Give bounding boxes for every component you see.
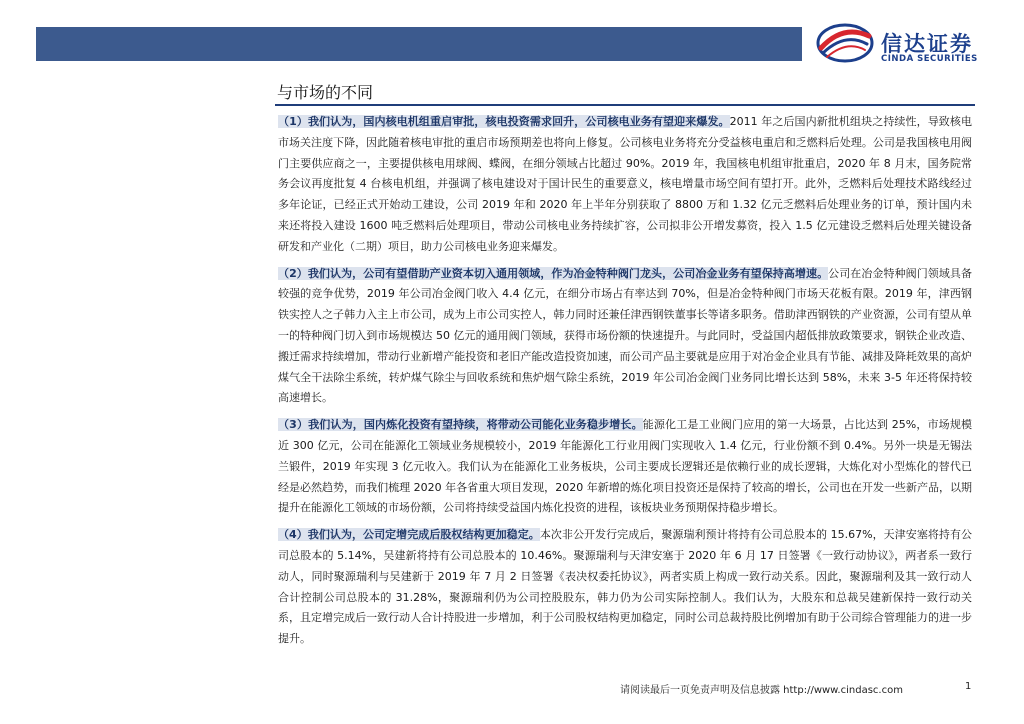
paragraph-body: 能源化工是工业阀门应用的第一大场景，占比达到 25%，市场规模近 300 亿元，公司在能源化工领域业务规模较小，2019 年能源化工行业用阀门实现收入 1.4 亿元，行业份额不到 0.4%。另外一块是无锡法兰锻件，2019 年实现 3 亿元收入。我们认为在能源化工业务板块，公司主要成长逻辑还是依赖行业的成长逻辑，大炼化对小型炼化的替代已经是必然趋势，而我们梳理 2020 年各省重大项目发现，2020 年新增的炼化项目投资还是保持了较高的增长，公司也在开发一些新产品，以期提升在能源化工领域的市场份额，公司将持续受益国内炼化投资的进程，该板块业务预期保持稳步增长。 <box>278 418 972 515</box>
logo-name-en: CINDA SECURITIES <box>881 54 978 64</box>
paragraph-lead: （2）我们认为，公司有望借助产业资本切入通用领域，作为冶金特种阀门龙头，公司冶金业务有望保持高增速。 <box>278 266 829 280</box>
logo-name-cn: 信达证券 <box>881 32 973 56</box>
paragraph-body: 本次非公开发行完成后，聚源瑞利预计将持有公司总股本的 15.67%，天津安塞将持有公司总股本的 5.14%，吴建新将持有公司总股本的 10.46%。聚源瑞利与天津安塞于 2020 年 6 月 17 日签署《一致行动协议》，两者系一致行动人，同时聚源瑞利与吴建新于 2019 年 7 月 2 日签署《表决权委托协议》，两者实质上构成一致行动关系。因此，聚源瑞利及其一致行动人合计控制公司总股本的 31.28%，聚源瑞利仍为公司控股股东，韩力仍为公司实际控制人。我们认为，大股东和总裁吴建新保持一致行动关系，且定增完成后一致行动人合计持股进一步增加，利于公司股权结构更加稳定，同时公司总裁持股比例增加有助于公司综合管理能力的进一步提升。 <box>278 528 973 646</box>
paragraph-lead: （3）我们认为，国内炼化投资有望持续，将带动公司能化业务稳步增长。 <box>278 418 643 432</box>
paragraph-body: 2011 年之后国内新批机组块之持续性，导致核电市场关注度下降，因此随着核电审批的重启市场预期差也将向上修复。公司核电业务将充分受益核电重启和乏燃料后处理。公司是我国核电用阀门主要供应商之一，主要提供核电用球阀、蝶阀，在细分领域占比超过 90%。2019 年，我国核电机组审批重启，2020 年 8 月末，国务院常务会议再度批复 4 台核电机组，并强调了核电建设对于国计民生的重要意义，核电增量市场空间有望打开。此外，乏燃料后处理技术路线经过多年论证，已经正式开始动工建设，公司 2019 年和 2020 年上半年分别获取了 8800 万和 1.32 亿元乏燃料后处理业务的订单，预计国内未来还将投入建设 1600 吨乏燃料后处理项目，带动公司核电业务持续扩容，公司拟非公开增发募资，投入 1.5 亿元建设乏燃料后处理关键设备研发和产业化（二期）项目，助力公司核电业务迎来爆发。 <box>278 115 972 253</box>
paragraph-metallurgy <box>275 264 975 410</box>
cinda-logo <box>815 22 995 64</box>
page-number: 1 <box>965 681 972 692</box>
title-divider <box>275 104 975 106</box>
section-title: 与市场的不同 <box>277 83 374 102</box>
paragraph-refining <box>275 415 975 519</box>
report-body <box>275 112 975 656</box>
paragraph-lead: （4）我们认为，公司定增完成后股权结构更加稳定。 <box>278 528 540 542</box>
footer-disclaimer: 请阅读最后一页免责声明及信息披露 http://www.cindasc.com <box>620 685 903 696</box>
paragraph-equity <box>275 525 975 650</box>
paragraph-nuclear <box>275 112 975 258</box>
cinda-logo-icon <box>815 22 875 64</box>
paragraph-body: 公司在冶金特种阀门领域具备较强的竞争优势，2019 年公司冶金阀门收入 4.4 亿元，在细分市场占有率达到 70%，但是冶金特种阀门市场天花板有限。2019 年，津西钢铁实控人之子韩力入主上市公司，成为上市公司实控人，韩力同时还兼任津西钢铁董事长等诸多职务。借助津西钢铁的产业资源，公司有望从单一的特种阀门切入到市场规模达 50 亿元的通用阀门领域，获得市场份额的快速提升。与此同时，受益国内超低排放政策要求，钢铁企业改造、搬迁需求持续增加，带动行业新增产能投资和老旧产能改造投资加速，而公司产品主要就是应用于对冶金企业具有节能、减排及降耗效果的高炉煤气全干法除尘系统，转炉煤气除尘与回收系统和焦炉烟气除尘系统，2019 年公司冶金阀门业务同比增长达到 58%，未来 3-5 年还将保持较高速增长。 <box>278 266 972 405</box>
paragraph-lead: （1）我们认为，国内核电机组重启审批，核电投资需求回升，公司核电业务有望迎来爆发。 <box>278 115 730 128</box>
header-bar <box>36 27 802 61</box>
